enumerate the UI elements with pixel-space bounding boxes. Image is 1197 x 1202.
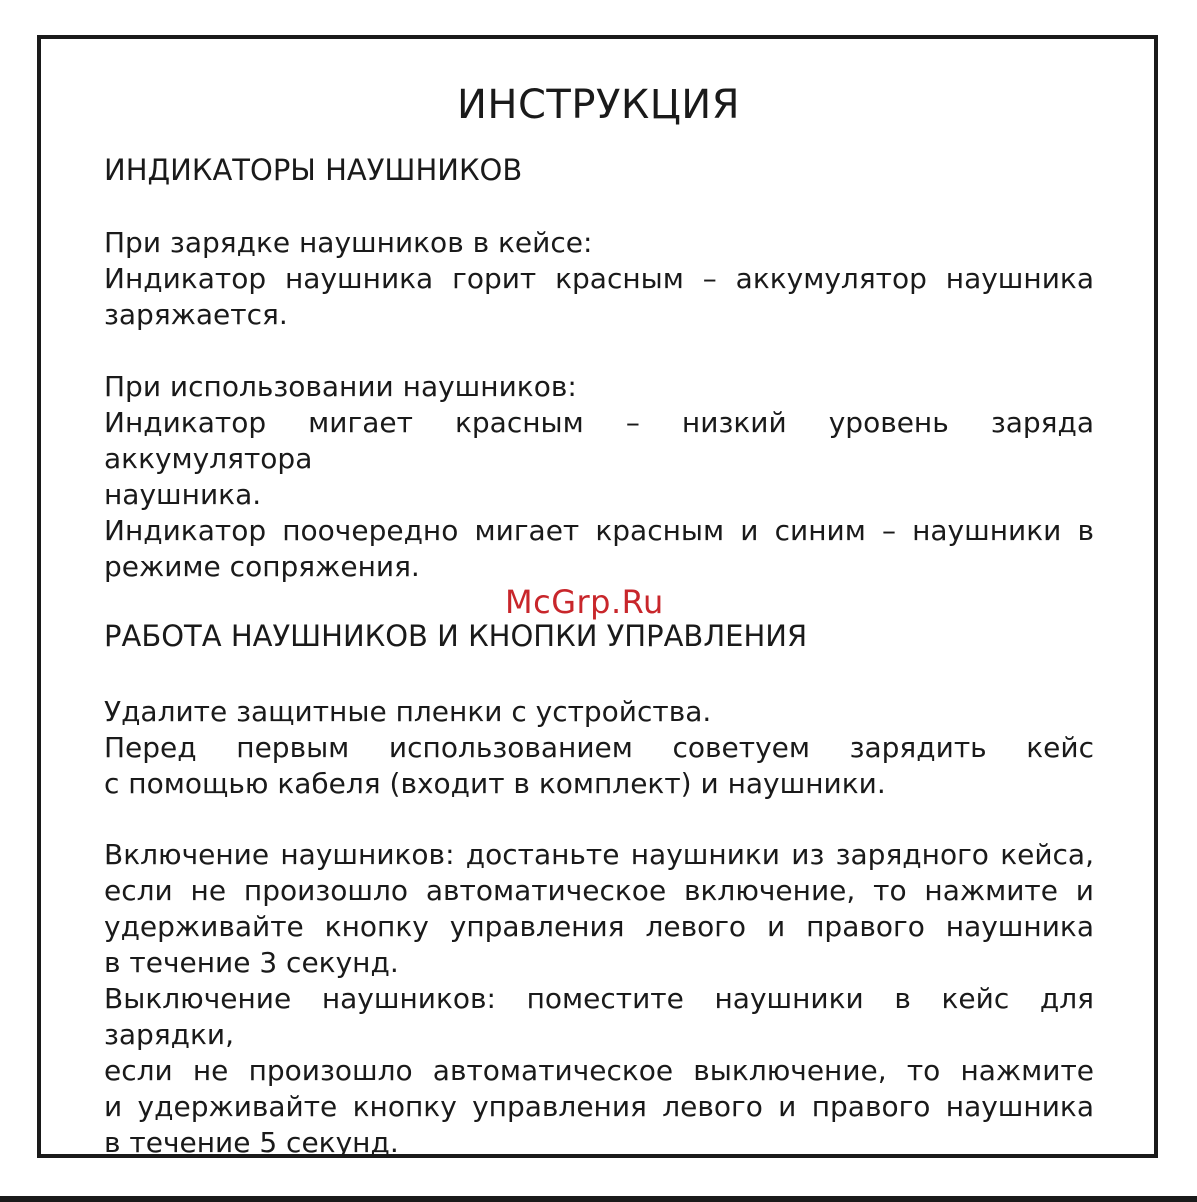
text-line: Индикатор мигает красным – низкий уровень заряда аккумулятора	[104, 406, 1094, 475]
text-line: Выключение наушников: поместите наушники в кейс для зарядки,	[104, 982, 1094, 1051]
text-line: При использовании наушников:	[104, 370, 577, 403]
text-line: если не произошло автоматическое включение, то нажмите и	[104, 874, 1094, 907]
bottom-rule	[0, 1196, 1197, 1202]
text-line: Перед первым использованием советуем зарядить кейс	[104, 731, 1094, 764]
text-line: Включение наушников: достаньте наушники из зарядного кейса,	[104, 838, 1094, 871]
text-line: Индикатор поочередно мигает красным и синим – наушники в	[104, 514, 1094, 547]
text-line: Удалите защитные пленки с устройства.	[104, 695, 712, 728]
text-line: наушника.	[104, 478, 262, 511]
watermark: McGrp.Ru	[505, 583, 664, 621]
text-line: удерживайте кнопку управления левого и правого наушника	[104, 910, 1094, 943]
section-heading-indicators: ИНДИКАТОРЫ НАУШНИКОВ	[104, 153, 523, 187]
paragraph-power	[104, 837, 1094, 1161]
section-heading-controls: РАБОТА НАУШНИКОВ И КНОПКИ УПРАВЛЕНИЯ	[104, 619, 808, 653]
paragraph-usage	[104, 369, 1094, 585]
text-line: и удерживайте кнопку управления левого и правого наушника	[104, 1090, 1094, 1123]
text-line: режиме сопряжения.	[104, 550, 420, 583]
text-line: если не произошло автоматическое выключение, то нажмите	[104, 1054, 1094, 1087]
text-line: При зарядке наушников в кейсе:	[104, 226, 593, 259]
paragraph-charging	[104, 225, 1094, 333]
text-line: с помощью кабеля (входит в комплект) и наушники.	[104, 767, 886, 800]
text-line: заряжается.	[104, 298, 288, 331]
text-line: Индикатор наушника горит красным – аккумулятор наушника	[104, 262, 1094, 295]
text-line: в течение 3 секунд.	[104, 946, 399, 979]
paragraph-preparation	[104, 694, 1094, 802]
text-line: в течение 5 секунд.	[104, 1126, 399, 1159]
page-title: ИНСТРУКЦИЯ	[456, 82, 741, 128]
